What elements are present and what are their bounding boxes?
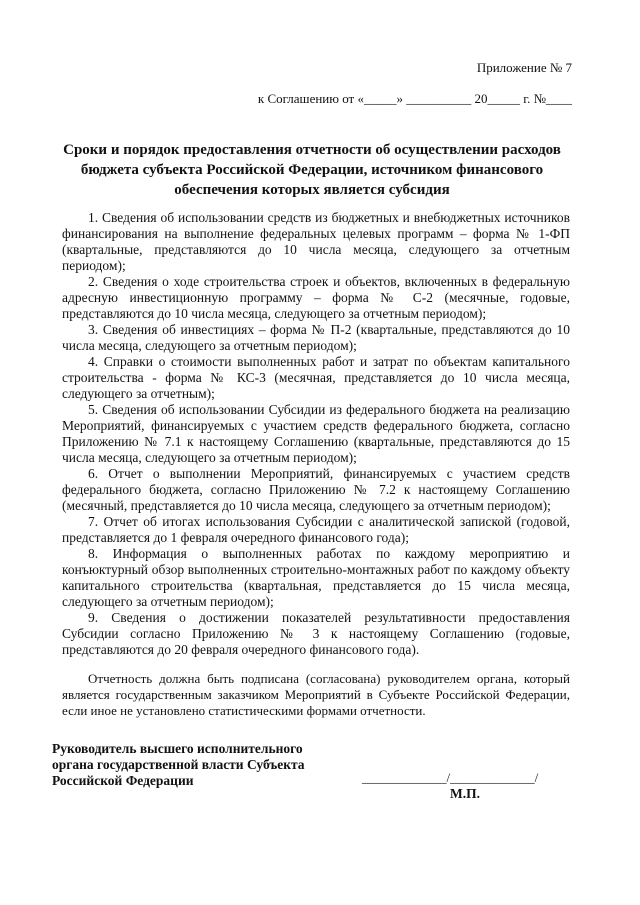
signer-line: Руководитель высшего исполнительного bbox=[52, 741, 303, 756]
reporting-item: 8. Информация о выполненных работах по каждому мероприятию и конъюктурный обзор выполненных строительно-монтажных работ по каждому объекту капитального строительства (квартальная, представляется до 15 числа месяца, следующего за отчетным периодом); bbox=[62, 546, 570, 609]
reporting-items-list bbox=[62, 210, 570, 658]
title-line: обеспечения которых является субсидия bbox=[174, 182, 450, 198]
reporting-item: 2. Сведения о ходе строительства строек и объектов, включенных в федеральную адресную инвестиционную программу – форма № С-2 (месячные, годовые, представляются до 10 числа месяца, следующего за отчетным периодом); bbox=[62, 274, 570, 321]
reporting-item: 5. Сведения об использовании Субсидии из федерального бюджета на реализацию Мероприятий, финансируемых с участием средств федерального бюджета, согласно Приложению № 7.1 к настоящему Соглашению (квартальные, представляются до 15 числа месяца, следующего за отчетным периодом); bbox=[62, 402, 570, 465]
document-title bbox=[48, 140, 576, 200]
stamp-placeholder: М.П. bbox=[450, 786, 480, 801]
agreement-reference: к Соглашению от «_____» __________ 20_____ г. №____ bbox=[257, 91, 572, 106]
signature-line: _____________/_____________/ bbox=[362, 770, 539, 785]
title-line: Сроки и порядок предоставления отчетности об осуществлении расходов bbox=[63, 142, 561, 158]
title-line: бюджета субъекта Российской Федерации, источником финансового bbox=[80, 162, 544, 178]
reporting-item: 7. Отчет об итогах использования Субсидии с аналитической запиской (годовой, представляется до 1 февраля очередного финансового года); bbox=[62, 514, 570, 545]
signer-position bbox=[52, 741, 342, 789]
reporting-item: 9. Сведения о достижении показателей результативности предоставления Субсидии согласно Приложению № 3 к настоящему Соглашению (годовые, представляются до 20 февраля очередного финансового года). bbox=[62, 610, 570, 657]
reporting-item: 6. Отчет о выполнении Мероприятий, финансируемых с участием средств федерального бюджета, согласно Приложению № 7.2 к настоящему Соглашению (месячный, представляется до 10 числа месяца, следующего за отчетным периодом); bbox=[62, 466, 570, 513]
signer-line: органа государственной власти Субъекта bbox=[52, 757, 305, 772]
reporting-item: 3. Сведения об инвестициях – форма № П-2 (квартальные, представляются до 10 числа месяца, следующего за отчетным периодом); bbox=[62, 322, 570, 353]
signature-requirement-note: Отчетность должна быть подписана (согласована) руководителем органа, который является государственным заказчиком Мероприятий в Субъекте Российской Федерации, если иное не установлено статистическими формами отчетности. bbox=[62, 671, 570, 718]
reporting-item: 4. Справки о стоимости выполненных работ и затрат по объектам капитального строительства - форма № КС-3 (месячная, представляется до 10 числа месяца, следующего за отчетным); bbox=[62, 354, 570, 401]
signer-line: Российской Федерации bbox=[52, 773, 194, 788]
annex-label: Приложение № 7 bbox=[476, 60, 572, 75]
reporting-item: 1. Сведения об использовании средств из бюджетных и внебюджетных источников финансирования на выполнение федеральных целевых программ – форма № 1-ФП (квартальные, представляются до 10 числа месяца, следующего за отчетным периодом); bbox=[62, 210, 570, 273]
